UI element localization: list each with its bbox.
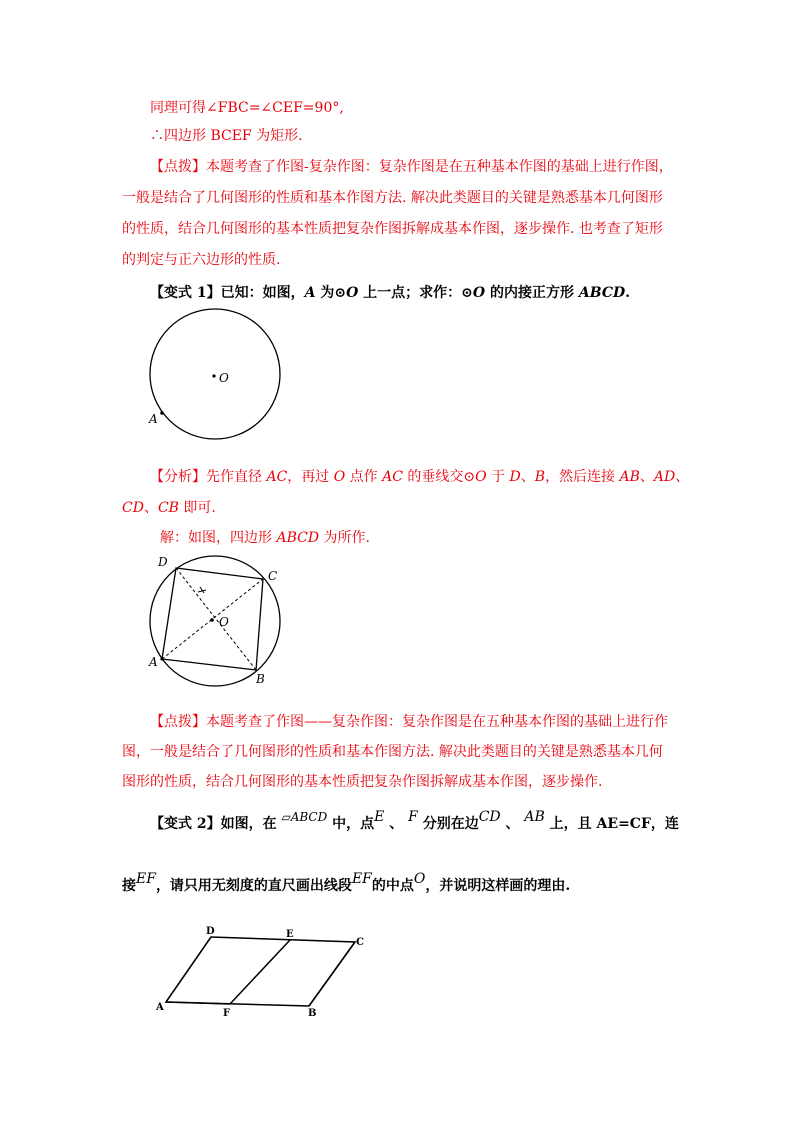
analysis-line-1: 【分析】先作直径 AC，再过 O 点作 AC 的垂线交⊙O 于 D、B，然后连接 AB、AD、 (150, 469, 690, 485)
variant2-line-2: 接EF，请只用无刻度的直尺画出线段EF的中点O，并说明这样画的理由. (122, 871, 571, 894)
solution-line: 解：如图，四边形 ABCD 为所作. (160, 530, 370, 546)
label-c: C (356, 937, 364, 948)
segment-ae (166, 937, 211, 1002)
segment-cf (309, 942, 355, 1006)
point-a (160, 411, 164, 415)
note2-line-2: 图，一般是结合了几何图形的性质和基本作图方法. 解决此类题目的关键是熟悉基本几何 (122, 744, 663, 760)
label-f: F (223, 1008, 231, 1019)
note1-line-1: 【点拨】本题考查了作图-复杂作图：复杂作图是在五种基本作图的基础上进行作图， (150, 159, 673, 175)
center-point-o (212, 374, 215, 377)
label-b: B (308, 1008, 317, 1019)
label-c: C (268, 569, 278, 583)
note1-line-4: 的判定与正六边形的性质. (122, 252, 281, 268)
label-e: E (286, 929, 294, 940)
variant2-line-1: 【变式 2】如图，在 ▱ABCD 中，点E 、 F 分别在边CD 、 AB 上，且 AE=CF，连 (150, 809, 679, 832)
label-a: A (149, 655, 158, 669)
diagonal-db (176, 568, 256, 670)
analysis-line-2: CD、CB 即可. (122, 500, 216, 516)
note2-line-3: 图形的性质，结合几何图形的基本性质把复杂作图拆解成基本作图，逐步操作. (122, 774, 603, 790)
segment-ae-diag (166, 940, 290, 1002)
label-o: O (219, 371, 229, 385)
segment-af (166, 1002, 230, 1004)
note2-line-1: 【点拨】本题考查了作图——复杂作图：复杂作图是在五种基本作图的基础上进行作 (150, 714, 668, 730)
figure-inscribed-square (140, 550, 290, 685)
center-point-o (210, 618, 214, 622)
proof-line-1: 同理可得∠FBC=∠CEF=90°, (150, 100, 344, 116)
segment-ef (230, 940, 290, 1004)
label-a: A (156, 1002, 164, 1013)
label-b: B (256, 672, 265, 686)
figure-parallelogram (150, 925, 370, 1020)
label-o: O (219, 615, 229, 629)
label-a: A (149, 412, 158, 426)
label-d: D (206, 926, 215, 937)
note1-line-2: 一般是结合了几何图形的性质和基本作图方法. 解决此类题目的关键是熟悉基本几何图形 (122, 190, 663, 206)
figure-circle-given (140, 303, 290, 443)
construction-arc-mark (198, 587, 206, 593)
proof-line-2: ∴四边形 BCEF 为矩形. (150, 128, 303, 144)
variant1-statement: 【变式 1】已知：如图，A 为⊙O 上一点；求作：⊙O 的内接正方形 ABCD. (150, 285, 630, 301)
label-d: D (158, 555, 168, 569)
note1-line-3: 的性质，结合几何图形的基本性质把复杂作图拆解成基本作图，逐步操作. 也考查了矩形 (122, 221, 663, 237)
